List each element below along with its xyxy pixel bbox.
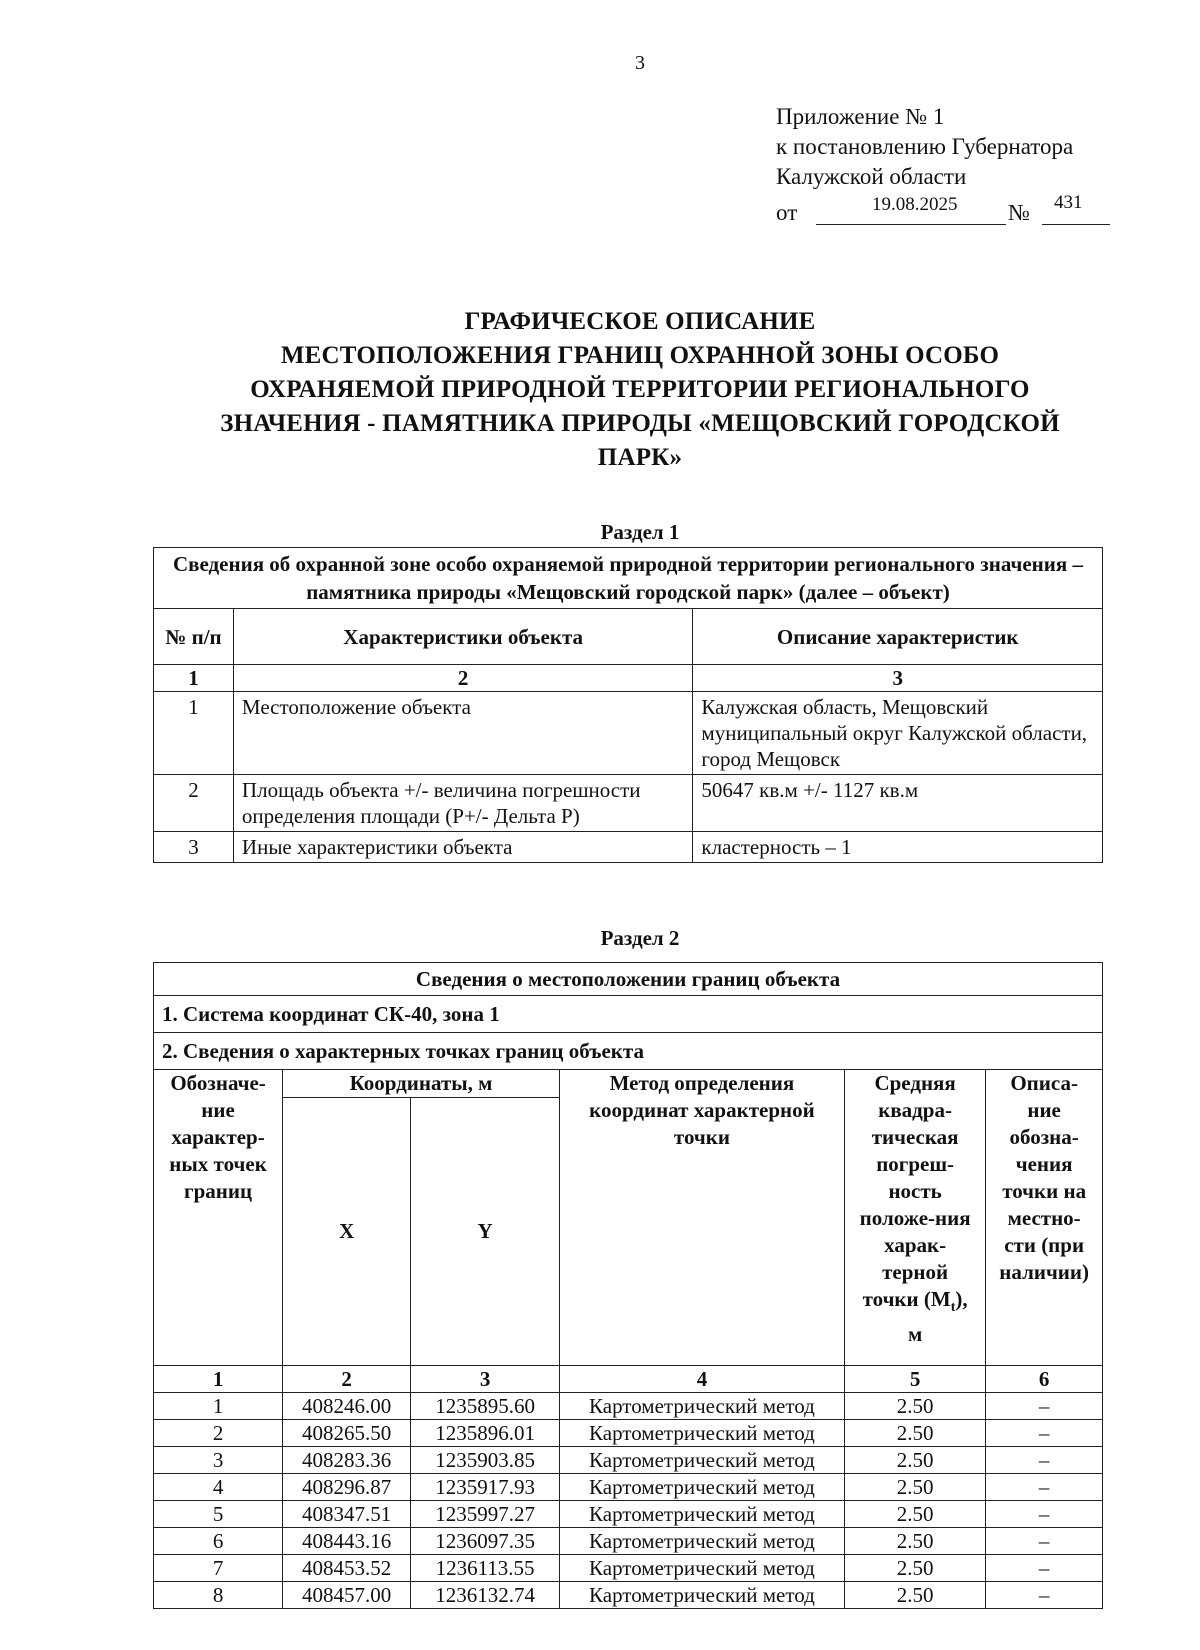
point-method: Картометрический метод: [559, 1555, 844, 1582]
date-underline: [816, 224, 1006, 225]
error-header-text: Средняя квадра-тическая погреш-ность положе-ния харак-терной точки (M: [859, 1071, 971, 1311]
error-header-subscript: t: [950, 1300, 956, 1316]
column-number: 1: [154, 665, 234, 692]
row-number: 2: [154, 775, 234, 832]
column-header-method: Метод определения координат характерной точки: [559, 1070, 844, 1366]
point-method: Картометрический метод: [559, 1447, 844, 1474]
table-row: [154, 1393, 1103, 1420]
point-description: –: [986, 1501, 1103, 1528]
section-1-table: [153, 547, 1103, 863]
table-row: [154, 1474, 1103, 1501]
table-row: [154, 1501, 1103, 1528]
point-error: 2.50: [844, 1393, 985, 1420]
point-y: 1236113.55: [411, 1555, 560, 1582]
point-method: Картометрический метод: [559, 1582, 844, 1609]
coordinate-system: 1. Система координат СК-40, зона 1: [154, 996, 1103, 1033]
row-characteristic: Местоположение объекта: [233, 692, 693, 775]
column-header-y: Y: [411, 1098, 560, 1366]
point-description: –: [986, 1447, 1103, 1474]
point-error: 2.50: [844, 1474, 985, 1501]
column-number: 2: [233, 665, 693, 692]
point-number: 8: [154, 1582, 283, 1609]
table-row: [154, 1447, 1103, 1474]
row-characteristic: Иные характеристики объекта: [233, 832, 693, 863]
appendix-line-1: Приложение № 1: [776, 104, 945, 129]
point-error: 2.50: [844, 1420, 985, 1447]
point-method: Картометрический метод: [559, 1393, 844, 1420]
title-line-2: МЕСТОПОЛОЖЕНИЯ ГРАНИЦ ОХРАННОЙ ЗОНЫ ОСОБО: [280, 342, 1000, 369]
row-value: Калужская область, Мещовский муниципальный округ Калужской области, город Мещовск: [693, 692, 1103, 775]
point-description: –: [986, 1393, 1103, 1420]
table-row: [154, 832, 1103, 863]
column-header-point-label: Обозначе-ние характер-ных точек границ: [154, 1070, 283, 1366]
point-x: 408457.00: [283, 1582, 411, 1609]
point-y: 1235997.27: [411, 1501, 560, 1528]
section-1-caption: Сведения об охранной зоне особо охраняемой природной территории регионального значения – памятника природы «Мещовский городской парк» (далее – объект): [154, 548, 1103, 609]
point-y: 1235896.01: [411, 1420, 560, 1447]
title-line-3: ОХРАНЯЕМОЙ ПРИРОДНОЙ ТЕРРИТОРИИ РЕГИОНАЛЬНОГО: [250, 376, 1030, 403]
point-x: 408296.87: [283, 1474, 411, 1501]
point-x: 408453.52: [283, 1555, 411, 1582]
point-error: 2.50: [844, 1582, 985, 1609]
row-value: кластерность – 1: [693, 832, 1103, 863]
appendix-block: [776, 102, 1083, 228]
row-number: 3: [154, 832, 234, 863]
row-characteristic: Площадь объекта +/- величина погрешности определения площади (P+/- Дельта P): [233, 775, 693, 832]
column-number: 4: [559, 1366, 844, 1393]
point-y: 1235903.85: [411, 1447, 560, 1474]
point-description: –: [986, 1555, 1103, 1582]
column-header-error: [844, 1070, 985, 1366]
table-row: [154, 1582, 1103, 1609]
point-x: 408246.00: [283, 1393, 411, 1420]
error-header-tail: ), м: [907, 1287, 968, 1347]
section-1-heading: Раздел 1: [600, 520, 680, 544]
column-number: 3: [411, 1366, 560, 1393]
section-2-table: [153, 962, 1103, 1609]
point-number: 3: [154, 1447, 283, 1474]
title-line-4: ЗНАЧЕНИЯ - ПАМЯТНИКА ПРИРОДЫ «МЕЩОВСКИЙ ГОРОДСКОЙ: [220, 410, 1060, 437]
point-y: 1236097.35: [411, 1528, 560, 1555]
point-number: 5: [154, 1501, 283, 1528]
row-number: 1: [154, 692, 234, 775]
column-header-characteristics: Характеристики объекта: [233, 609, 693, 665]
section-2-caption: Сведения о местоположении границ объекта: [154, 963, 1103, 996]
number-label: №: [1008, 200, 1030, 225]
column-header-point-description: Описа-ние обозна-чения точки на местно-сти (при наличии): [986, 1070, 1103, 1366]
point-error: 2.50: [844, 1555, 985, 1582]
point-y: 1235917.93: [411, 1474, 560, 1501]
point-number: 4: [154, 1474, 283, 1501]
page-number: 3: [635, 52, 645, 74]
point-description: –: [986, 1528, 1103, 1555]
column-header-coordinates: Координаты, м: [283, 1070, 560, 1098]
from-label: от: [776, 200, 798, 225]
point-number: 1: [154, 1393, 283, 1420]
point-number: 6: [154, 1528, 283, 1555]
column-number: 1: [154, 1366, 283, 1393]
table-row: [154, 1528, 1103, 1555]
number-underline: [1042, 224, 1110, 225]
appendix-line-2: к постановлению Губернатора: [776, 134, 1074, 159]
point-method: Картометрический метод: [559, 1420, 844, 1447]
point-description: –: [986, 1420, 1103, 1447]
column-number: 3: [693, 665, 1103, 692]
appendix-line-3: Калужской области: [776, 164, 967, 189]
point-method: Картометрический метод: [559, 1528, 844, 1555]
column-header-description: Описание характеристик: [693, 609, 1103, 665]
point-method: Картометрический метод: [559, 1501, 844, 1528]
point-number: 7: [154, 1555, 283, 1582]
boundary-points-title: 2. Сведения о характерных точках границ объекта: [154, 1033, 1103, 1070]
decree-number: 431: [1054, 192, 1083, 213]
column-header-x: X: [283, 1098, 411, 1366]
table-row: [154, 775, 1103, 832]
point-error: 2.50: [844, 1447, 985, 1474]
title-line-1: ГРАФИЧЕСКОЕ ОПИСАНИЕ: [464, 308, 816, 335]
section-2-heading: Раздел 2: [600, 926, 680, 950]
point-description: –: [986, 1582, 1103, 1609]
point-y: 1235895.60: [411, 1393, 560, 1420]
row-value: 50647 кв.м +/- 1127 кв.м: [693, 775, 1103, 832]
title-line-5: ПАРК»: [597, 444, 683, 471]
table-row: [154, 692, 1103, 775]
decree-date: 19.08.2025: [872, 194, 958, 215]
table-row: [154, 1420, 1103, 1447]
point-number: 2: [154, 1420, 283, 1447]
table-row: [154, 1555, 1103, 1582]
point-error: 2.50: [844, 1501, 985, 1528]
point-x: 408347.51: [283, 1501, 411, 1528]
column-header-number: № п/п: [154, 609, 234, 665]
column-number: 2: [283, 1366, 411, 1393]
point-method: Картометрический метод: [559, 1474, 844, 1501]
column-number: 5: [844, 1366, 985, 1393]
point-y: 1236132.74: [411, 1582, 560, 1609]
decree-date-number: [776, 192, 1083, 228]
point-x: 408443.16: [283, 1528, 411, 1555]
point-description: –: [986, 1474, 1103, 1501]
point-x: 408265.50: [283, 1420, 411, 1447]
document-title: [150, 305, 1130, 475]
point-x: 408283.36: [283, 1447, 411, 1474]
point-error: 2.50: [844, 1528, 985, 1555]
column-number: 6: [986, 1366, 1103, 1393]
